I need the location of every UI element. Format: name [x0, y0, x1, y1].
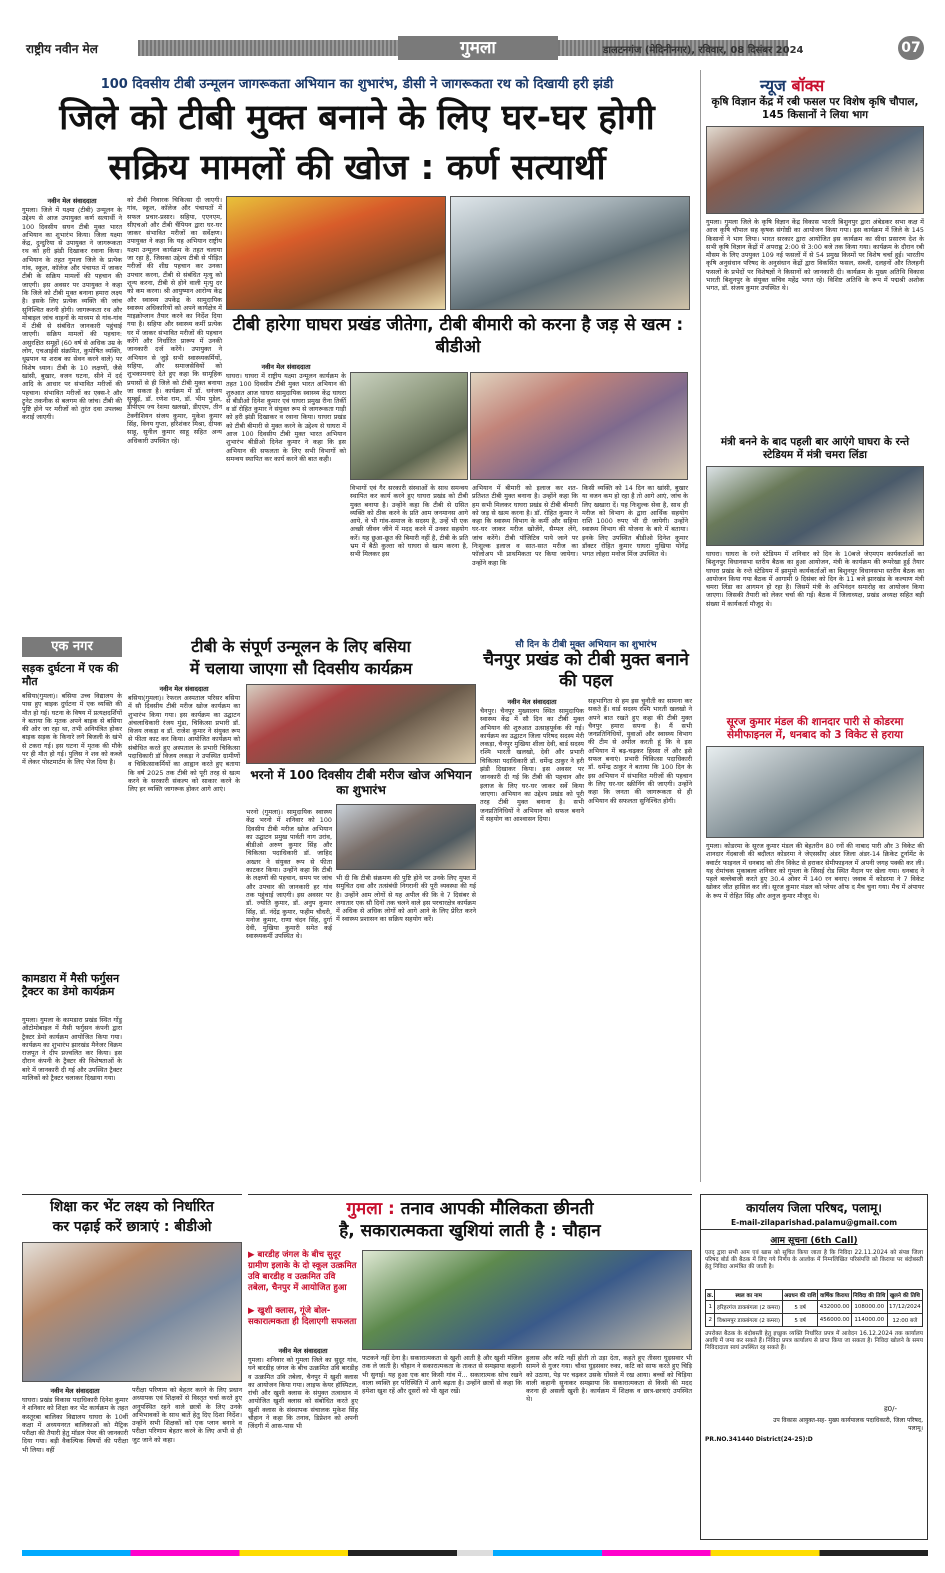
bullet-icon: ▶ [248, 1306, 258, 1316]
news-box-s2-headline: मंत्री बनने के बाद पहली बार आएंगे घाघरा के रन्ते स्टेडियम में मंत्री चमरा लिंडा [720, 436, 910, 461]
lead-photo-stage [226, 196, 446, 310]
notice-signatory: उप विकास आयुक्त-सह- मुख्य कार्यपालक पदाधिकारी, जिला परिषद, पलामू। [773, 1417, 923, 1432]
notice-box [700, 1194, 928, 1540]
tanav-headline-2: है, सकारात्मकता खुशियां लाती है : चौहान [339, 1221, 601, 1241]
notice-table-header: निविदा की तिथि [851, 1290, 887, 1301]
lead-headline-1: जिले को टीबी मुक्त बनाने के लिए घर-घर होगी [59, 98, 655, 138]
news-box-s3-photo [706, 746, 924, 838]
basiya-col-2: भरनो (गुमला)। सामुदायिक स्वास्थ्य केंद्र भरनो में शनिवार को 100 दिवसीय टीबी मरीज खोज अभियान का उद्घाटन प्रमुख पार्वती नाग उरांव, बीडीओ अरुण कुमार सिंह और चिकित्सा पदाधिकारी डॉ. जाहिद अख्तर ने संयुक्त रूप से फीता काटकर किया। उन्होंने कहा कि टीबी के लक्षणों की पहचान, समय पर जांच और उपचार की जानकारी हर गांव तक पहुंचाई जाएगी। इस अवसर पर डॉ. ज्योति कुमार, डॉ. अनुप कुमार सिंह, डॉ. नंदेंद्र कुमार, फहीम चौधरी, मनोज कुमार, राणा चंदन सिंह, दुर्गा देवी, मुखिया कुमारी समेत कई स्वास्थ्यकर्मी उपस्थित थे। [246, 808, 332, 941]
news-box-label-b: बॉक्स [791, 76, 825, 95]
tanav-bullet-1-text: बारडीह जंगल के बीच सुदूर ग्रामीण इलाके के दो स्कूल उत्क्रमित उवि बारडीह व उत्क्रमित उवि तबेला, चैनपुर में आयोजित हुआ [248, 1250, 357, 1293]
notice-table-cell: 5 वर्ष [782, 1314, 818, 1327]
notice-body: एतद् द्वारा सभी आम एवं खास को सूचित किया जाता है कि निविदा 22.11.2024 को संपन्न जिला परिषद बोर्ड की बैठक में लिए गये निर्णय के आलोक में निम्नलिखित परिसंपत्ति को किराया पर बंदोबस्ती हेतु निविदा आमंत्रित की जाती है। [705, 1250, 923, 1270]
tanav-col-3: हुलास और कटि नहीं होती तो उड़ा देता, कहते हुए तीसरा घुड़सवार भी सामने से गुजर गया। चौथा घुड़सवार रुका, कटि को साफ करते हुए चिड़ि को उठाया, पेड़ पर चढ़कर उसके घोंसले में रख आया। बच्चों को चिड़िया वाली कहानी सुनाकर समझाया कि सकारात्मकता से किसी की मदद करना ही असली खुशी है। कार्यक्रम में शिक्षक व छात्र-छात्राएं उपस्थित थे। [526, 1354, 692, 1404]
notice-table-cell: 2 [706, 1314, 715, 1327]
basiya-byline: नवीन मेल संवाददाता [159, 685, 209, 693]
notice-table-cell: विश्रामपुर डाकबंगला (2 कमरा) [715, 1314, 782, 1327]
chainpur-col-1: चैनपुर। चैनपुर मुख्यालय स्थित सामुदायिक स्वास्थ्य केंद्र में सौ दिन का टीबी मुक्त अभियान की शुरुआत उत्साहपूर्वक की गई। कार्यक्रम का उद्घाटन जिला परिषद सदस्य मेरी लकड़ा, चैनपुर मुखिया शीला देवी, बार्ड सदस्य रश्मि भारती खलखो, देवी और प्रभारी चिकित्सा पदाधिकारी डॉ. धर्मेन्द्र ठाकुर ने हरी झंडी दिखाकर किया। इस अवसर पर जानकारी दी गई कि टीबी की पहचान और इलाज के लिए घर-घर जाकर सर्वे किया जाएगा। अभियान का उद्देश्य प्रखंड को पूरी तरह टीबी मुक्त बनाना है। सभी जनप्रतिनिधियों ने अभियान को सफल बनाने में सहयोग का आश्वासन दिया। [480, 707, 584, 823]
shiksha-photo [22, 1242, 242, 1382]
page-number: 07 [898, 36, 924, 60]
notice-table-header: स्थल का नाम [715, 1290, 782, 1301]
shiksha-headline-1: शिक्षा कर भेंट लक्ष्य को निर्धारित [50, 1199, 214, 1215]
ghaghra-col-4: किसी व्यक्ति को 14 दिन का खांसी, बुखार या वजन कम हो रहा है तो आगे आएं, जांच के लिए खखारा दें। यह निःशुल्क सेवा है, साथ ही मरीज को विभाग के द्वारा आर्थिक सहयोग राशि 1000 रुपए भी दी जायेगी। उन्होंने स्वास्थ्य विभाग की योजना के बारे में बताया। इनके लिए उपस्थित बीडीओ दिनेश कुमार डॉक्टर रोहित कुमार घाघरा मुखिया योगेंद्र भगत लोहरा मनोज मिंज उपस्थित थे। [582, 484, 688, 559]
notice-footer: उपरोक्त बैठक के बंदोबस्ती हेतु इच्छुक व्यक्ति निर्धारित प्रपत्र में आवेदन 16.12.2024 तक कार्यालय अवधि में जमा कर सकते हैं। निविदा प्रपत्र कार्यालय से प्राप्त किया जा सकता है। निविदा खोलने के समय निविदादाता स्वयं उपस्थित रह सकते हैं। [705, 1331, 923, 1351]
ek-nagar-s2-text: गुमला। गुमला के कामडारा प्रखंड स्थित गोंडु ऑटोमोबाइल में मैसी फर्गुसन कंपनी द्वारा ट्रैक्टर डेमो कार्यक्रम आयोजित किया गया। कार्यक्रम का शुभारंभ झारखंड मैनेजर विक्रम राजपूत ने दीप प्रज्वलित कर किया। इस दौरान कंपनी के ट्रैक्टर की विशेषताओं के बारे में जानकारी दी गई और उपस्थित ट्रैक्टर मालिकों को ट्रैक्टर चलाकर दिखाया गया। [22, 1016, 122, 1083]
news-box-s1-text: गुमला। गुमला जिले के कृषि विज्ञान केंद्र विकास भारती बिशुनपुर द्वारा अंबेडकर सभा कक्ष में आज कृषि चौपाल सह कृषक संगोष्ठी का आयोजन किया गया। इस कार्यक्रम में जिले के 145 किसानों ने भाग लिया। भारत सरकार द्वारा आयोजित इस कार्यक्रम का सीधा प्रसारण देश के सभी कृषि विज्ञान केंद्रों में अपराह्न 2:00 से 3:00 बजे तक किया गया। कार्यक्रम के दौरान रबी मौसम के लिए उपयुक्त 109 नई फसलों में से 54 प्रमुख किस्मों पर विशेष चर्चा हुई। भारतीय कृषि अनुसंधान परिषद के अनुसंधान केंद्रों द्वारा विकसित फसल, सब्जी, दलहनों और तिलहनी फसलों के प्रभेदों पर विशेषज्ञों ने किसानों को जानकारी दी। कार्यक्रम के मुख्य अतिथि विकास भारती बिशुनपुर के संयुक्त सचिव महेंद्र भगत रहे। विशिष्ट अतिथि के रूप में पद्मश्री अशोक भगत, डॉ. संजय कुमार उपस्थित थे। [706, 218, 924, 293]
tanav-bullet-2-text: खुशी क्लास, गूंजे बोल- सकारात्मकता ही दिलाएगी सफलता [248, 1306, 357, 1327]
bullet-icon: ▶ [248, 1250, 258, 1260]
tanav-divider [248, 1194, 692, 1195]
basiya-headline-1: टीबी के संपूर्ण उन्मूलन के लिए बसिया [191, 637, 411, 656]
footer-color-strip [22, 1550, 928, 1556]
lead-photo-rally [450, 196, 690, 310]
lead-col-2: को टीबी निवारक चिकित्सा दी जाएगी। गांव, स्कूल, कॉलेज और पंचायतों में सफल प्रचार-प्रसार। सहिया, एएनएम, सीएचओ और टीबी चैंपियन द्वारा घर-घर जाकर संभावित मरीजों का सर्वेक्षण। उपायुक्त ने कहा कि यह अभियान राष्ट्रीय यक्ष्मा उन्मूलन कार्यक्रम के तहत चलाया जा रहा है, जिसका उद्देश्य टीबी से पीड़ित मरीजों की शीघ्र पहचान कर उनका उपचार करना, टीबी से संबंधित मृत्यु को शून्य करना, टीबी से होने वाली मृत्यु दर को कम करना। श्री आयुष्मान आरोग्य केंद्र और स्वास्थ्य उपकेंद्र के सामुदायिक स्वास्थ्य अधिकारियों को अपने कार्यक्षेत्र में माइक्रोप्लान तैयार करने का निर्देश दिया गया है। सहिया और स्वास्थ्य कर्मी प्रत्येक घर में जाकर संभावित मरीजों की पहचान करेंगे और निर्धारित प्रारूप में उनकी जानकारी दर्ज करेंगे। उपायुक्त ने अभियान से जुड़े सभी स्वास्थ्यकर्मियों, सहिया, और समाजसेवियों को शुभकामनाएं देते हुए कहा कि सामूहिक प्रयासों से ही जिले को टीबी मुक्त बनाया जा सकता है। कार्यक्रम में डॉ. धनंजय सुम्ब्रुई, डॉ. रणेश राम, डॉ. भीम पुडेल, डीपीएम ज्य रेशमा खलखो, डीएएम, तीन टेक्नीशियन संजय कुमार, मुकेश कुमार सिंह, विनय गुप्ता, हरिशंकर मिश्रा, दीपक साहू, सुनील कुमार साहू सहित अन्य अधिकारी उपस्थित रहे। [127, 196, 222, 445]
notice-table-header: क्र. [706, 1290, 715, 1301]
ghaghra-col-1: घाघरा। घाघरा में राष्ट्रीय यक्ष्मा उन्मूलन कार्यक्रम के तहत 100 दिवसीय टीबी मुक्त भारत अभियान की शुरुआत आज घाघरा सामुदायिक स्वास्थ्य केंद्र घाघरा से बीडीओ दिनेश कुमार एवं घाघरा प्रमुख रीना तिर्की व डॉ रोहित कुमार ने संयुक्त रूप से जागरूकता गाड़ी को हरी झंडी दिखाकर व रवाना किया। घाघरा प्रखंड को टीबी बीमारी से मुक्त करने के उद्देश्य से घाघरा में आज 100 दिवसीय टीबी मुक्त भारत अभियान शुभारंभ बीडीओ दिनेश कुमार ने कहा कि इस अभियान की सफलता के लिए सभी विभागों को समन्वय स्थापित कर कार्य करने की बात कही। [226, 372, 346, 463]
tanav-bullet-2 [248, 1306, 358, 1328]
ghaghra-photo-1 [350, 372, 468, 480]
bharno-inset-headline: भरनो में 100 दिवसीय टीबी मरीज खोज अभियान का शुभारंभ [250, 768, 472, 797]
ghaghra-byline: नवीन मेल संवाददाता [261, 363, 311, 371]
dateline: डालटनगंज (मेदिनीनगर), रविवार, 08 दिसंबर 2024 [603, 45, 804, 56]
tanav-col-2: फटकने नहीं देना है। सकारात्मकता से खुशी आती है और खुशी मंजिल तक ले जाती है। चौहान ने सकारात्मकता के ताकत से समझाया कहानी भी सुनाई। यह हुआ एक बार किसी गांव में... सकारात्मक सोच रखने वाला व्यक्ति हर परिस्थिति में आगे बढ़ता है। उन्होंने छात्रों से कहा कि हमेशा खुश रहें और दूसरों को भी खुश रखें। [362, 1354, 522, 1396]
ek-nagar-s2-headline: कामडारा में मैसी फर्गुसन ट्रैक्टर का डेमो कार्यक्रम [22, 972, 120, 998]
news-box-s1-photo [706, 126, 924, 214]
shiksha-divider [22, 1194, 242, 1195]
shiksha-col-1: घाघरा। प्रखंड विकास पदाधिकारी दिनेश कुमार ने शनिवार को शिक्षा कर भेंट कार्यक्रम के तहत कस्तूरबा बालिका विद्यालय घाघरा के 10वीं कक्षा में अध्ययनरत बालिकाओं को मैट्रिक परीक्षा की तैयारी हेतु मॉडल पेपर की जानकारी दिया गया। बड़ी वैकल्पिक विषयों की परीक्षा भी लिया। वहीं [22, 1396, 128, 1454]
masthead [18, 36, 928, 62]
ghaghra-photo-2 [470, 372, 688, 480]
news-box-s1-headline: कृषि विज्ञान केंद्र में रबी फसल पर विशेष कृषि चौपाल, 145 किसानों ने लिया भाग [711, 96, 919, 121]
notice-table-cell: हरिहरगंज डाकबंगला (2 कमरा) [715, 1301, 782, 1314]
tanav-byline: नवीन मेल संवाददाता [278, 1347, 328, 1355]
news-box-s2-text: घाघरा। घाघरा के रन्ते स्टेडियम में शनिवार को दिन के 10बजे जेएमएम कार्यकर्ताओं का बिशुनपुर विधानसभा स्तरीय बैठक का हुआ आयोजन, मंत्री के कार्यक्रम की रूपरेखा हुई तैयार घाघरा प्रखंड के रन्ते स्टेडियम में झामुमो कार्यकर्ताओं का बिशुनपुर विधानसभा स्तरीय बैठक का आयोजन किया गया बैठक में आगामी 9 दिसंबर को दिन के 11 बजे झारखंड के कल्याण मंत्री चमरा लिंडा का आगमन हो रहा है। जिसमें मंत्री के अभिनंदन समारोह का आयोजन किया जाएगा। जिसकी तैयारी को लेकर चर्चा की गई। बैठक में जिलाध्यक्ष, प्रखंड अध्यक्ष सहित बड़ी संख्या में कार्यकर्ता मौजूद थे। [706, 550, 924, 608]
shiksha-col-2: परीक्षा परिणाम को बेहतर करने के लिए प्रधान अध्यापक एवं शिक्षकों से विस्तृत चर्चा करते हुए अनुपस्थित रहने वाले छात्रों के लिए उनके अभिभावकों के साथ बातें हेतु दिए दिशा निर्देश। उन्होंने सभी शिक्षकों को एक प्लान बनाने व परीक्षा परिणाम बेहतर करने के लिए अभी से ही जुट जाने को कहा। [132, 1386, 242, 1444]
news-box-s3-text: गुमला। कोडरमा के सूरज कुमार मंडल की बेहतरीन 80 रनों की नाबाद पारी और 3 विकेट की शानदार गेंदबाजी की बदौलत कोडरमा ने जेएससीए अंडर जिला अंडर-14 क्रिकेट टूर्नामेंट के क्वार्टर फाइनल में धनबाद को तीन विकेट से हराकर सेमीफाइनल में अपनी जगह पक्की कर ली। यह रोमांचक मुकाबला शनिवार को गुमला के सिसई रोड स्थित मैदान पर खेला गया। धनबाद ने पहले बल्लेबाजी करते हुए 30.4 ओवर में 140 रन बनाए। जवाब में कोडरमा ने 7 विकेट खोकर जीत हासिल कर ली। सूरज कुमार मंडल को प्लेयर ऑफ द मैच चुना गया। मैच में अंपायर के रूप में रोहित सिंह और अनुज कुमार मौजूद थे। [706, 842, 924, 900]
notice-table-cell: 17/12/2024 [887, 1301, 922, 1314]
notice-email: E-mail-zilaparishad.palamu@gmail.com [701, 1218, 927, 1230]
notice-table-cell: 5 वर्ष [782, 1301, 818, 1314]
lead-col-1: गुमला। जिले में यक्ष्मा (टीबी) उन्मूलन के उद्देश्य से आज उपायुक्त कर्ण सत्यार्थी ने 100 दिवसीय सघन टीबी मुक्त भारत अभियान का शुभारंभ किया। जिला यक्ष्मा केंद्र, दुन्दुरिया से उपायुक्त ने जागरूकता रथ को हरी झंडी दिखाकर रवाना किया। अभियान के तहत गुमला जिले के प्रत्येक गांव, स्कूल, कॉलेज और पंचायत में जाकर टीबी के सक्रिय मामलों की पहचान की जाएगी। इस अवसर पर उपायुक्त ने कहा कि जिले को टीबी मुक्त बनाना हमारा लक्ष्य है। इसके लिए प्रत्येक व्यक्ति की जांच सुनिश्चित करनी होगी। जागरूकता रथ और मोबाइल जांच वाहनों के माध्यम से गांव-गांव में टीबी से संबंधित जानकारी पहुंचाई जाएगी। सक्रिय मामलों की पहचान: असुरक्षित समूहों (60 वर्ष से अधिक उम्र के लोग, एचआईवी संक्रमित, कुपोषित व्यक्ति, धूम्रपान या शराब का सेवन करने वाले) पर विशेष ध्यान। टीबी के 10 लक्षणों, जैसे खांसी, बुखार, वजन घटना, सीने में दर्द आदि के आधार पर संभावित मरीजों की पहचान। संभावित मरीजों का एक्स-रे और ट्रूनेट तकनीक से बलगम की जांच। टीबी की पुष्टि होने पर मरीजों को तुरंत दवा उपलब्ध कराई जाएगी। [22, 206, 122, 422]
notice-table-row [706, 1314, 923, 1327]
tanav-headline-row [248, 1198, 692, 1220]
basiya-col-1: बसिया(गुमला)। रेफरल अस्पताल परिसर बसिया में सौ दिवसीय टीबी मरीज खोज कार्यक्रम का शुभारंभ किया गया। इस कार्यक्रम का उद्घाटन अंचलाधिकारी रंजय मुंडा, चिकित्सा प्रभारी डॉ. विजय लकड़ा व डॉ. राजेश कुमार ने संयुक्त रूप से फीता काट कर किया। आयोजित कार्यक्रम को संबोधित करते हुए अस्पताल के प्रभारी चिकित्सा पदाधिकारी डॉ विजय लकड़ा ने उपस्थित ग्रामीणों व चिकित्साकर्मियों का आह्वान करते हुए बताया कि वर्ष 2025 तक टीबी को पूरी तरह से खत्म करने के सरकारी संकल्प को साकार करने के लिए हर व्यक्ति जागरूक होकर आगे आएं। [128, 694, 240, 794]
notice-pr-no: PR.NO.341440 District(24-25):D [705, 1436, 813, 1443]
chainpur-byline: नवीन मेल संवाददाता [507, 698, 557, 706]
chainpur-kicker: सौ दिन के टीबी मुक्त अभियान का शुभारंभ [515, 640, 657, 650]
section-title: गुमला [398, 36, 558, 60]
ghaghra-col-2: विभागों एवं गैर सरकारी संस्थाओं के साथ समन्वय स्थापित कर कार्य करने हुए घाघरा प्रखंड को टीबी मुक्त बनाया है। उन्होंने कहा कि टीबी से ग्रसित व्यक्ति को ठीक करने के प्रति आम जनमानस आगे आये, वे भी गांव-समाज के सदस्य है, उन्हें भी एक अच्छी जीवन जीने में मदद करने में उनका सहयोग करें। यह छुआ-छूत की बिमारी नहीं है, टीबी के प्रति भ्रम में बैठी कुल्ता को घाघरा से खत्म करना है, सभी मिलकर इस [350, 484, 468, 559]
notice-table-cell: 108000.00 [851, 1301, 887, 1314]
tanav-tag: गुमला : [346, 1199, 395, 1219]
tanav-col-1: गुमला। शनिवार को गुमला जिले का सुदूर गांव, घने बारडीह जंगल के बीच उत्क्रमित उवि बारडीह व उत्क्रमित उवि तबेला, चैनपुर में खुशी क्लास का आयोजन किया गया। लाइफ केयर हॉस्पिटल, रांची और खुशी क्लास के संयुक्त तत्वाधान में आयोजित खुशी क्लास को संबोधित करते हुए खुशी क्लास के संस्थापक संचालक मुकेश सिंह चौहान ने कहा कि तनाव, डिप्रेशन को अपनी जिंदगी में आस-पास भी [248, 1356, 358, 1431]
basiya-photo [246, 684, 476, 764]
lead-byline: नवीन मेल संवाददाता [47, 197, 97, 205]
notice-table [705, 1289, 923, 1327]
masthead-logo: राष्ट्रीय नवीन मेल [26, 42, 98, 56]
basiya-headline-2: में चलाया जाएगा सौ दिवसीय कार्यक्रम [189, 659, 413, 678]
notice-table-cell: 12:00 बजे [887, 1314, 922, 1327]
tanav-headline-1: तनाव आपकी मौलिकता छीनती [400, 1199, 594, 1219]
shiksha-headline-2: कर पढ़ाई करें छात्राएं : बीडीओ [52, 1219, 212, 1235]
basiya-col-3: भी दी कि टीबी संक्रमण की पुष्टि होने पर उनके लिए मुफ्त में समुचित दवा और तत्संबंधी निगरानी की पूरी व्यवस्था की गई है। उन्होंने आम लोगों से यह अपील की कि वे 7 दिसंबर से लगातार एक सौ दिनों तक चलने वाले इस परचारक्षेत्र कार्यक्रम में अधिक से अधिक लोगों को आगे आने के लिए प्रेरित करने में स्वास्थ्य प्रशासन का सक्रिय सहयोग करें। [336, 874, 476, 924]
chainpur-col-2: सहभागिता से हम इस चुनौती का सामना कर सकते हैं। वार्ड सदस्य रश्मि भारती खलखो ने अपने बात रखते हुए कहा की टीबी मुक्त चैनपुर हमारा सपना है। मैं सभी जनप्रतिनिधियों, युवाओं और स्वास्थ्य विभाग की टीम से अपील करती हूं कि वे इस अभियान में बढ़-चढ़कर हिस्सा लें और इसे सफल बनाएं। प्रभारी चिकित्सा पदाधिकारी डॉ. धर्मेन्द्र ठाकुर ने बताया कि 100 दिन के इस अभियान में संभावित मरीजों की पहचान के लिए घर-घर स्क्रीनिंग की जाएगी। उन्होंने कहा कि जनता की जागरूकता से ही अभियान की सफलता सुनिश्चित होगी। [588, 697, 692, 805]
shiksha-byline: नवीन मेल संवाददाता [50, 1387, 100, 1395]
lead-headline-2: सक्रिय मामलों की खोज : कर्ण सत्यार्थी [108, 148, 606, 188]
ek-nagar-s1-headline: सड़क दुर्घटना में एक की मौत [22, 662, 119, 688]
notice-table-header: अग्रधन की राशि [782, 1290, 818, 1301]
notice-table-cell: 114000.00 [851, 1314, 887, 1327]
news-box-s2-photo [706, 466, 924, 546]
notice-table-header: वार्षिक किराया [818, 1290, 851, 1301]
news-box-s3-headline: सूरज कुमार मंडल की शानदार पारी से कोडरमा सेमीफाइनल में, धनबाद को 3 विकेट से हराया [726, 716, 904, 741]
notice-table-cell: 1 [706, 1301, 715, 1314]
bharno-photo [336, 804, 476, 870]
tanav-photo [362, 1250, 692, 1350]
news-box-label-a: न्यूज [760, 76, 786, 95]
notice-title: आम सूचना (6th Call) [770, 1236, 858, 1246]
notice-table-row [706, 1301, 923, 1314]
notice-table-cell: 432000.00 [818, 1301, 851, 1314]
chainpur-headline: चैनपुर प्रखंड को टीबी मुक्त बनाने की पहल [483, 650, 689, 691]
news-box-label [760, 74, 824, 96]
ek-nagar-title: एक नगर [51, 639, 93, 654]
notice-office: कार्यालय जिला परिषद, पलामू। [746, 1201, 882, 1215]
lead-kicker: 100 दिवसीय टीबी उन्मूलन जागरूकता अभियान का शुभारंभ, डीसी ने जागरूकता रथ को दिखायी हरी झंडी [100, 77, 614, 92]
tanav-bullet-1 [248, 1250, 358, 1294]
notice-signature: ह0/- [883, 1405, 897, 1413]
ek-nagar-label [22, 637, 122, 657]
ek-nagar-s1-text: बसिया(गुमला)। बसिया उच्च विद्यालय के पास हुए बाइक दुर्घटना में एक व्यक्ति की मौत हो गई। घटना के विषय में प्रत्यक्षदर्शियों ने बताया कि मृतक अपने बाइक से बसिया की ओर जा रहा था, तभी अनियंत्रित होकर बाइक सड़क के किनारे लगे बिजली के खंभे से टकरा गई। इस घटना में मृतक की मौके पर ही मौत हो गई। पुलिस ने शव को कब्जे में लेकर पोस्टमार्टम के लिए भेज दिया है। [22, 692, 122, 767]
ghaghra-col-3: अभियान में बीमारी को इलाज कर शत-प्रतिशत टीबी मुक्त बनाना है। उन्होंने कहा कि हम सभी मिलकर घाघरा प्रखंड से टीबी बीमारी को जड़ से खत्म करना है। डॉ. रोहित कुमार ने कहा कि स्वास्थ्य विभाग के कर्मी और सहिया घर-घर जाकर मरीज खोजेंगे, सैम्पल लेंगे, जांच करेंगे। टीबी पॉजिटिव पाये जाने पर निःशुल्क इलाज व सात-सात मरीज का फॉलोअप भी प्राथमिकता पर किया जायेगा। उन्होंने कहा कि [472, 484, 578, 567]
notice-table-cell: 456000.00 [818, 1314, 851, 1327]
notice-table-header: खुलने की तिथि [887, 1290, 922, 1301]
ghaghra-headline: टीबी हारेगा घाघरा प्रखंड जीतेगा, टीबी बीमारी को करना है जड़ से खत्म : बीडीओ [232, 315, 684, 357]
